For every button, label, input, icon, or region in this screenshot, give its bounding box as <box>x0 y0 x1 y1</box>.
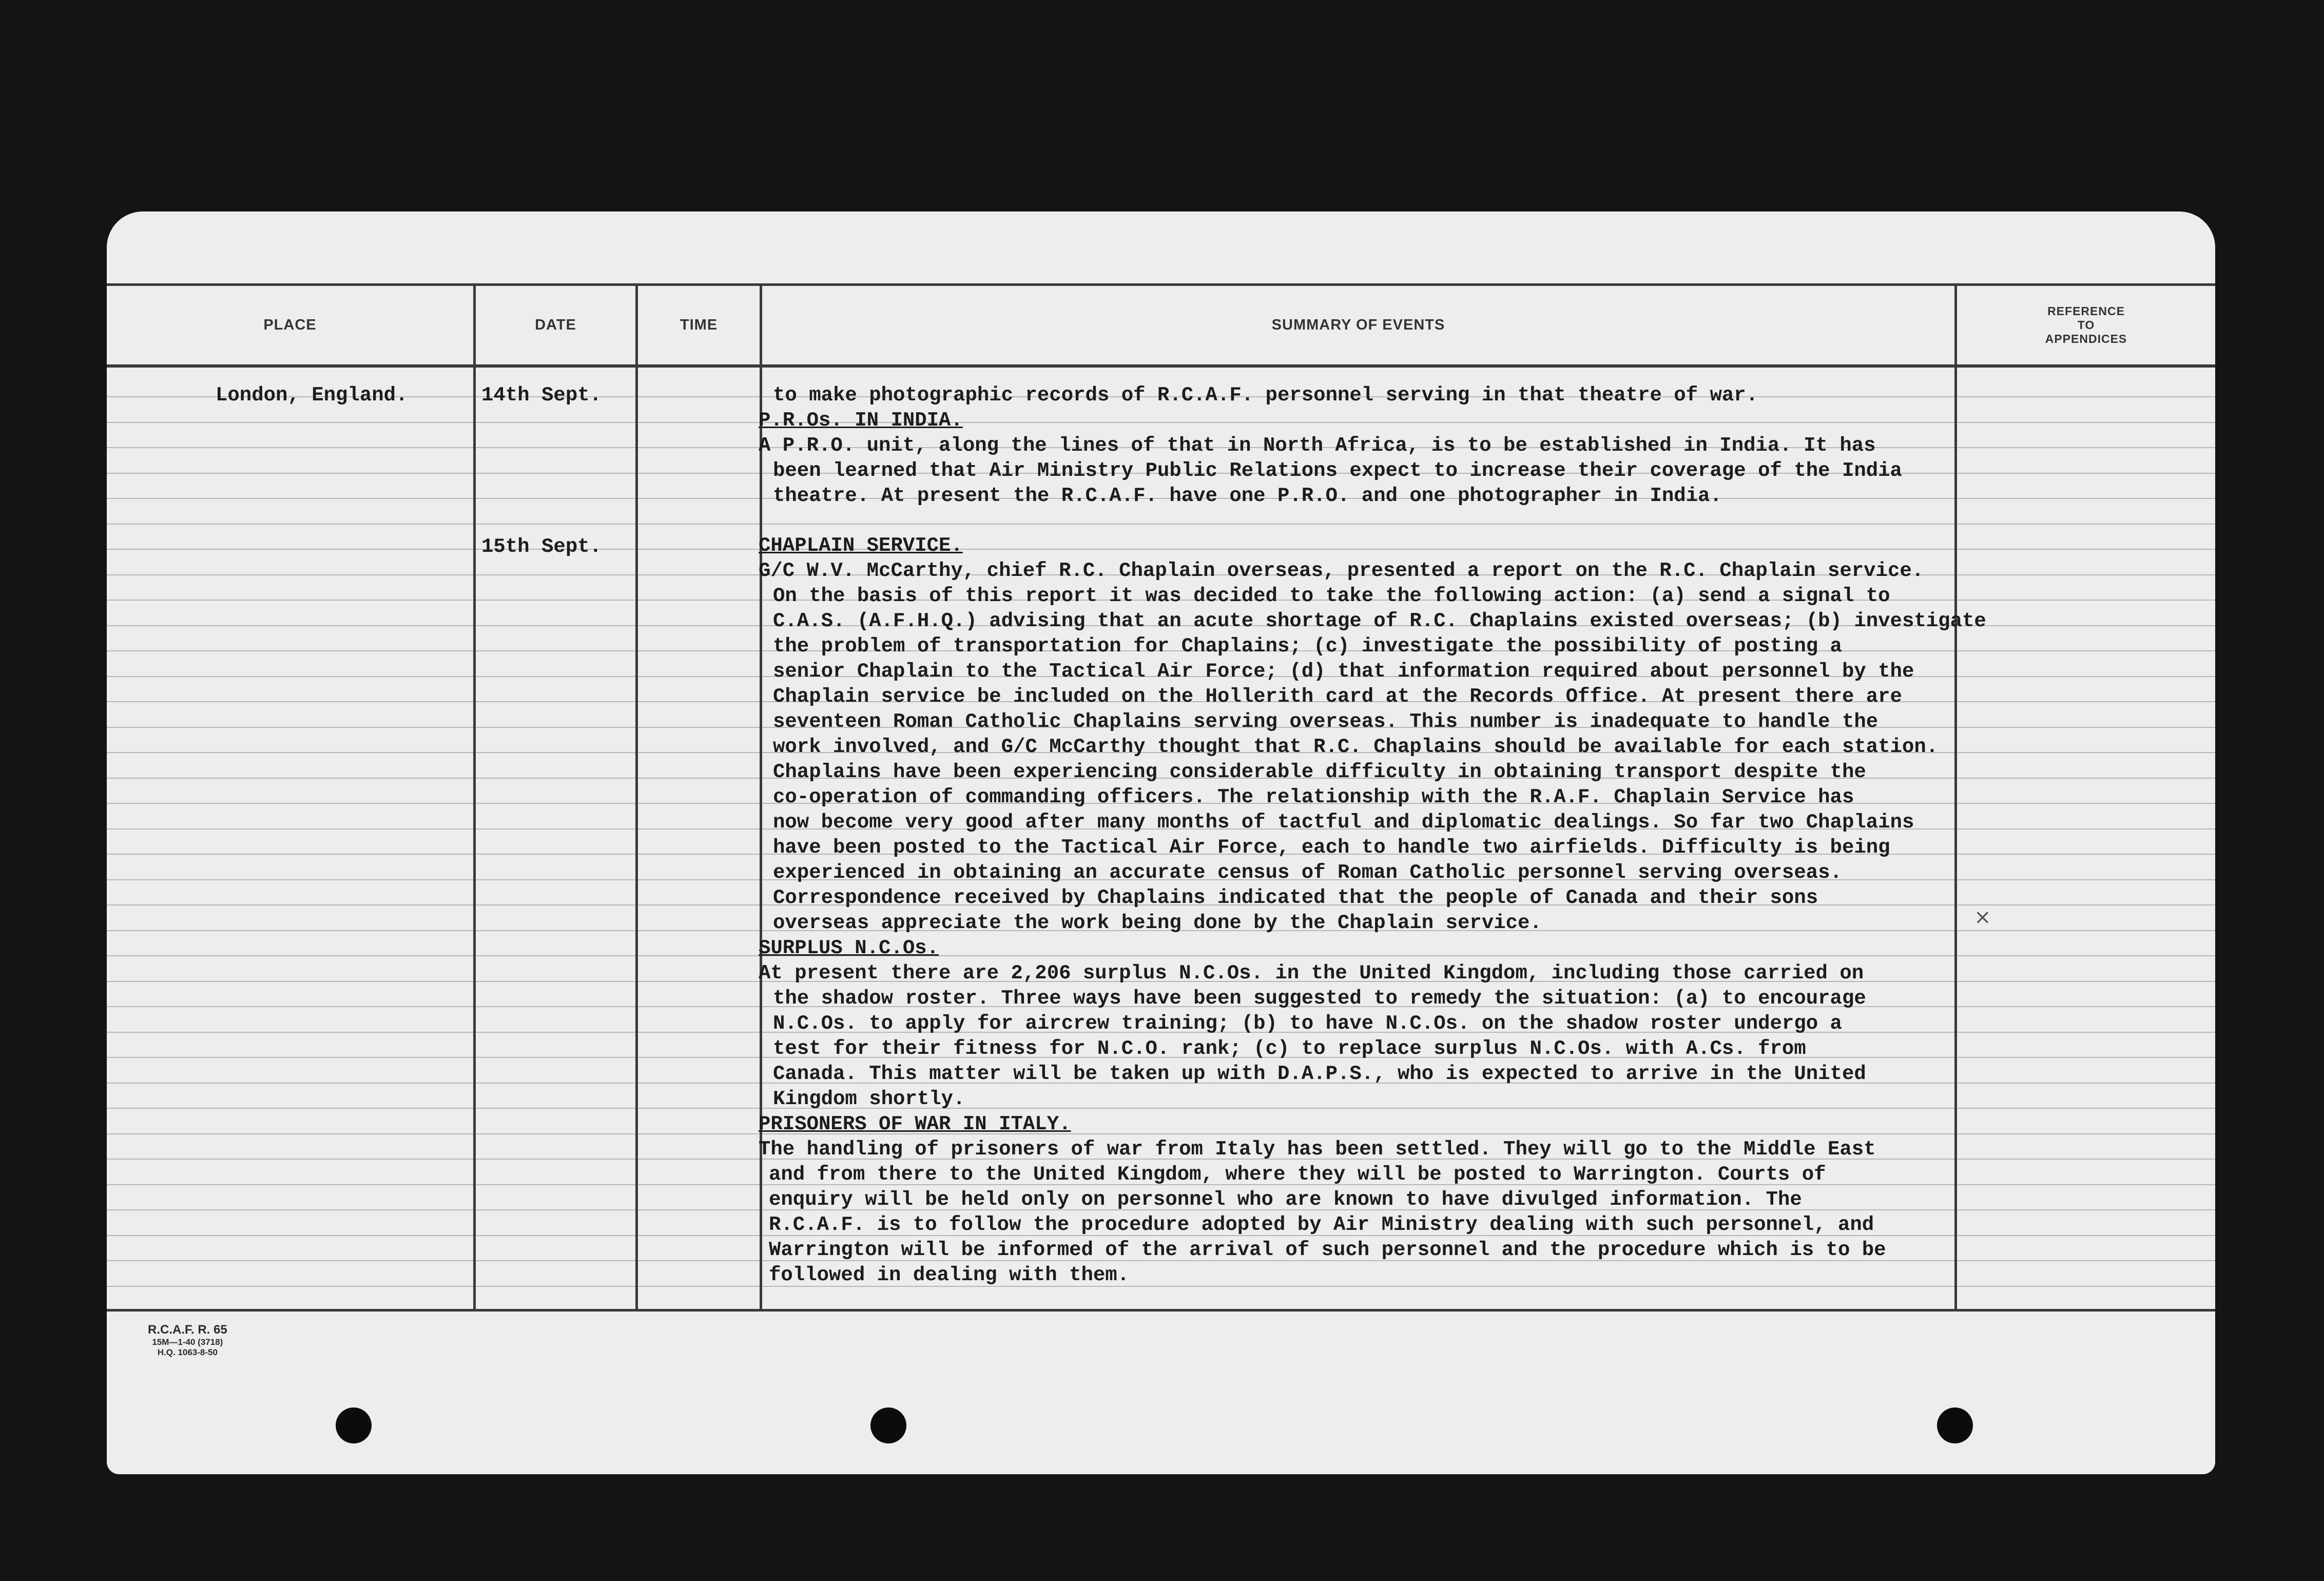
summary-line: followed in dealing with them. <box>769 1264 1130 1286</box>
binder-hole <box>870 1408 906 1443</box>
header-reference-line: APPENDICES <box>2045 332 2127 345</box>
summary-line: Chaplain service be included on the Hollerith card at the Records Office. At present there are <box>773 685 1902 708</box>
summary-line: theatre. At present the R.C.A.F. have one P.R.O. and one photographer in India. <box>773 485 1722 507</box>
summary-line: enquiry will be held only on personnel who are known to have divulged information. The <box>769 1188 1802 1211</box>
margin-mark: × <box>1974 905 1991 929</box>
column-divider <box>635 283 638 1310</box>
ruled-line <box>107 422 2215 423</box>
place-entry: London, England. <box>216 384 408 407</box>
summary-line: Chaplains have been experiencing considerable difficulty in obtaining transport despite the <box>773 761 1866 783</box>
ruled-line <box>107 1108 2215 1109</box>
summary-line: been learned that Air Ministry Public Relations expect to increase their coverage of the India <box>773 459 1902 482</box>
form-code-line: H.Q. 1063-8-50 <box>157 1347 218 1357</box>
ruled-line <box>107 524 2215 525</box>
header-bottom-border <box>107 364 2215 368</box>
summary-line: the shadow roster. Three ways have been suggested to remedy the situation: (a) to encourage <box>773 987 1866 1010</box>
summary-line: At present there are 2,206 surplus N.C.Os. in the United Kingdom, including those carried on <box>759 962 1864 985</box>
summary-line: co-operation of commanding officers. The relationship with the R.A.F. Chaplain Service has <box>773 786 1854 808</box>
date-entry: 14th Sept. <box>481 384 602 407</box>
header-reference <box>1957 286 2215 363</box>
summary-line: experienced in obtaining an accurate census of Roman Catholic personnel serving overseas. <box>773 861 1842 884</box>
summary-line: The handling of prisoners of war from Italy has been settled. They will go to the Middle East <box>759 1138 1876 1161</box>
column-divider <box>473 283 476 1310</box>
summary-line: to make photographic records of R.C.A.F. personnel serving in that theatre of war. <box>773 384 1758 407</box>
summary-line: N.C.Os. to apply for aircrew training; (b) to have N.C.Os. on the shadow roster undergo a <box>773 1012 1842 1035</box>
summary-line: On the basis of this report it was decided to take the following action: (a) send a signal to <box>773 585 1890 607</box>
ruled-line <box>107 955 2215 956</box>
header-reference-line: TO <box>2077 318 2095 332</box>
summary-line: seventeen Roman Catholic Chaplains serving overseas. This number is inadequate to handle the <box>773 710 1878 733</box>
form-code-line: R.C.A.F. R. 65 <box>148 1323 227 1337</box>
header-top-border <box>107 283 2215 286</box>
binder-hole <box>1937 1408 1973 1443</box>
summary-line: test for their fitness for N.C.O. rank; (c) to replace surplus N.C.Os. with A.Cs. from <box>773 1037 1806 1060</box>
header-date: DATE <box>535 316 576 333</box>
form-code-line: 15M—1-40 (3718) <box>152 1337 223 1347</box>
section-heading: P.R.Os. IN INDIA. <box>759 409 963 432</box>
summary-line: overseas appreciate the work being done by the Chaplain service. <box>773 912 1542 934</box>
summary-line: R.C.A.F. is to follow the procedure adopted by Air Ministry dealing with such personnel, and <box>769 1213 1874 1236</box>
header-place: PLACE <box>263 316 317 333</box>
ruled-line <box>107 1286 2215 1287</box>
table-bottom-border <box>107 1309 2215 1312</box>
ruled-line <box>107 549 2215 550</box>
summary-line: have been posted to the Tactical Air Force, each to handle two airfields. Difficulty is being <box>773 836 1890 859</box>
header-summary: SUMMARY OF EVENTS <box>1271 316 1445 333</box>
section-heading: SURPLUS N.C.Os. <box>759 937 939 959</box>
diary-sheet <box>107 211 2215 1474</box>
summary-line: C.A.S. (A.F.H.Q.) advising that an acute shortage of R.C. Chaplains existed overseas; (b) investigate <box>773 610 1986 632</box>
summary-line: Correspondence received by Chaplains indicated that the people of Canada and their sons <box>773 886 1818 909</box>
summary-line: Warrington will be informed of the arrival of such personnel and the procedure which is to be <box>769 1239 1886 1261</box>
date-entry: 15th Sept. <box>481 535 602 558</box>
summary-line: Kingdom shortly. <box>773 1088 965 1110</box>
summary-line: the problem of transportation for Chaplains; (c) investigate the possibility of posting a <box>773 635 1842 658</box>
summary-line: Canada. This matter will be taken up with D.A.P.S., who is expected to arrive in the United <box>773 1063 1866 1085</box>
binder-hole <box>336 1408 372 1443</box>
section-heading: PRISONERS OF WAR IN ITALY. <box>759 1113 1071 1135</box>
summary-line: and from there to the United Kingdom, where they will be posted to Warrington. Courts of <box>769 1163 1826 1186</box>
summary-line: now become very good after many months of tactful and diplomatic dealings. So far two Chaplains <box>773 811 1914 834</box>
header-time: TIME <box>680 316 718 333</box>
form-code <box>148 1323 227 1358</box>
summary-line: work involved, and G/C McCarthy thought that R.C. Chaplains should be available for each station. <box>773 736 1939 758</box>
section-heading: CHAPLAIN SERVICE. <box>759 534 963 557</box>
header-reference-line: REFERENCE <box>2047 304 2125 318</box>
summary-line: senior Chaplain to the Tactical Air Force; (d) that information required about personnel by the <box>773 660 1914 683</box>
summary-line: A P.R.O. unit, along the lines of that in North Africa, is to be established in India. It has <box>759 434 1876 457</box>
ruled-line <box>107 1133 2215 1134</box>
column-divider <box>1954 283 1957 1310</box>
summary-line: G/C W.V. McCarthy, chief R.C. Chaplain overseas, presented a report on the R.C. Chaplain service. <box>759 560 1924 582</box>
